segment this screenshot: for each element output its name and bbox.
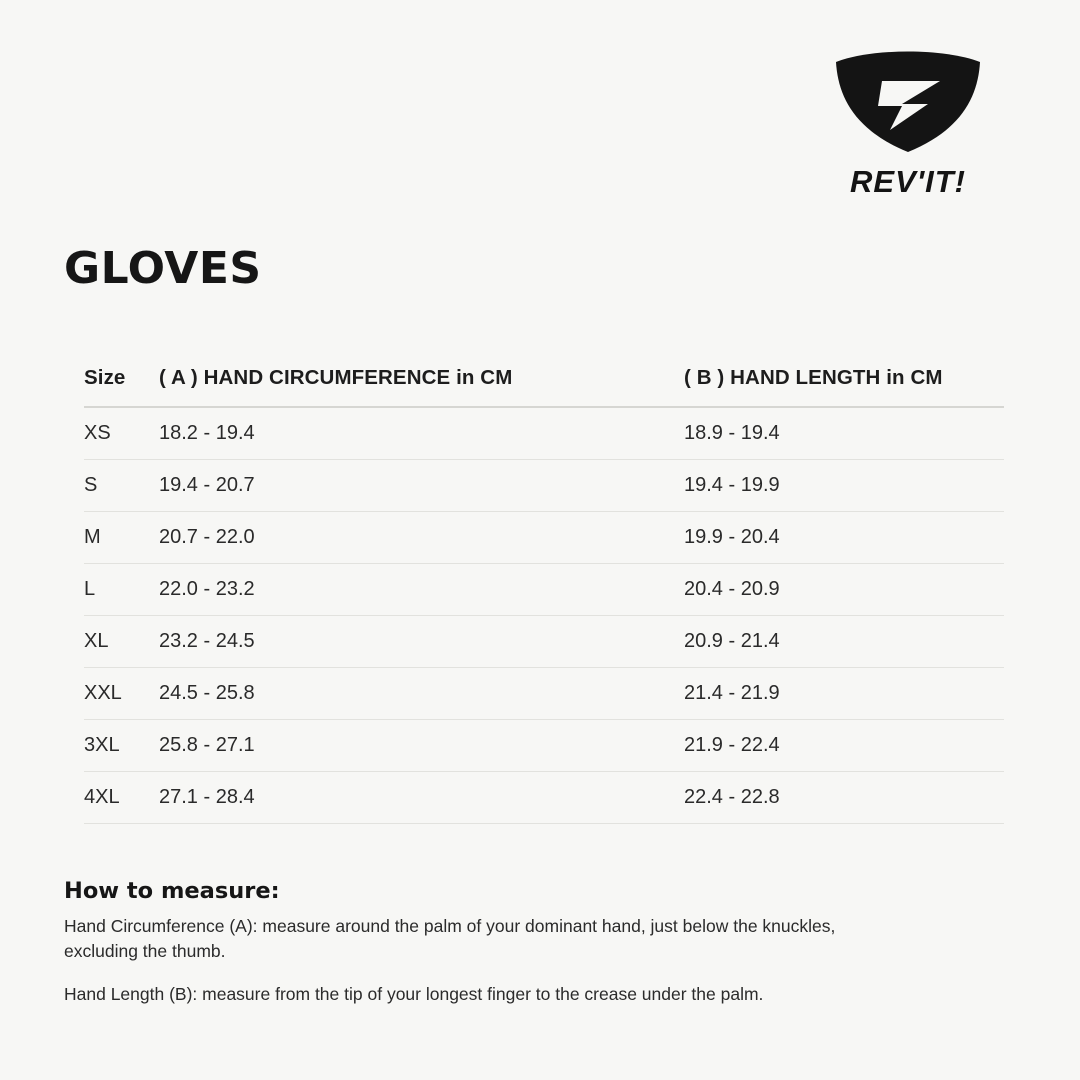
how-to-measure-title: How to measure: <box>64 878 280 904</box>
table-row <box>84 616 1004 668</box>
cell-length: 20.4 - 20.9 <box>684 564 1004 616</box>
brand-logo <box>808 48 1008 200</box>
cell-length: 19.4 - 19.9 <box>684 460 1004 512</box>
cell-length: 18.9 - 19.4 <box>684 407 1004 460</box>
cell-size: M <box>84 512 159 564</box>
cell-length: 19.9 - 20.4 <box>684 512 1004 564</box>
cell-circumference: 20.7 - 22.0 <box>159 512 684 564</box>
revit-shield-icon <box>808 48 1008 158</box>
cell-size: S <box>84 460 159 512</box>
cell-size: L <box>84 564 159 616</box>
table-row <box>84 512 1004 564</box>
size-table <box>84 366 1004 824</box>
column-header-size: Size <box>84 366 159 407</box>
table-row <box>84 460 1004 512</box>
table-row <box>84 772 1004 824</box>
table-row <box>84 720 1004 772</box>
table-header-row <box>84 366 1004 407</box>
how-to-measure-section <box>64 878 944 1007</box>
cell-length: 22.4 - 22.8 <box>684 772 1004 824</box>
cell-length: 20.9 - 21.4 <box>684 616 1004 668</box>
column-header-hand-circumference: ( A ) HAND CIRCUMFERENCE in CM <box>159 366 684 407</box>
how-to-measure-length-text: Hand Length (B): measure from the tip of your longest finger to the crease under the palm. <box>64 983 764 1004</box>
cell-size: XS <box>84 407 159 460</box>
cell-size: 3XL <box>84 720 159 772</box>
size-table-container <box>84 366 1004 824</box>
brand-wordmark: REV'IT! <box>850 164 966 199</box>
cell-circumference: 23.2 - 24.5 <box>159 616 684 668</box>
cell-circumference: 18.2 - 19.4 <box>159 407 684 460</box>
cell-circumference: 25.8 - 27.1 <box>159 720 684 772</box>
cell-length: 21.9 - 22.4 <box>684 720 1004 772</box>
cell-size: XXL <box>84 668 159 720</box>
column-header-hand-length: ( B ) HAND LENGTH in CM <box>684 366 1004 407</box>
table-row <box>84 407 1004 460</box>
cell-size: XL <box>84 616 159 668</box>
cell-circumference: 22.0 - 23.2 <box>159 564 684 616</box>
cell-length: 21.4 - 21.9 <box>684 668 1004 720</box>
cell-circumference: 24.5 - 25.8 <box>159 668 684 720</box>
page-title: GLOVES <box>64 243 262 294</box>
how-to-measure-circumference-text: Hand Circumference (A): measure around the palm of your dominant hand, just below the knuckles, excluding the thumb. <box>64 916 836 961</box>
table-row <box>84 564 1004 616</box>
cell-size: 4XL <box>84 772 159 824</box>
table-row <box>84 668 1004 720</box>
cell-circumference: 27.1 - 28.4 <box>159 772 684 824</box>
table-header <box>84 366 1004 407</box>
table-body <box>84 407 1004 824</box>
cell-circumference: 19.4 - 20.7 <box>159 460 684 512</box>
